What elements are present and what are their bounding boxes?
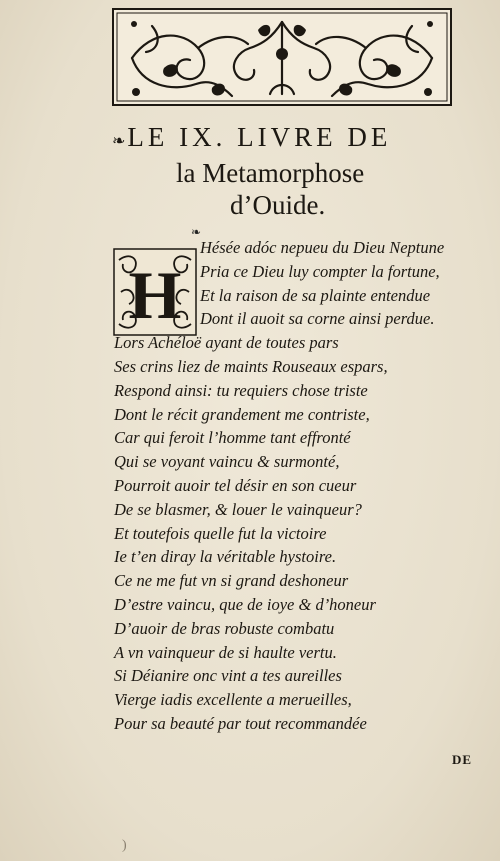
verse-line: Ce ne me fut vn si grand deshoneur bbox=[114, 571, 349, 591]
verse-line: Pria ce Dieu luy compter la fortune, bbox=[200, 261, 440, 281]
fleuron-icon: ❧ bbox=[191, 225, 202, 239]
verse-line: D’estre vaincu, que de ioye & d’honeur bbox=[114, 595, 376, 614]
verse-line: Ie t’en diray la véritable hystoire. bbox=[114, 547, 337, 567]
verse-line: A vn vainqueur de si haulte vertu. bbox=[114, 642, 337, 662]
heading-line-3: d’Ouide. bbox=[230, 190, 326, 220]
verse-line: Car qui feroit l’homme tant effronté bbox=[114, 428, 351, 448]
verse-line: Qui se voyant vaincu & surmonté, bbox=[114, 452, 340, 472]
verse-line: De se blasmer, & louer le vainqueur? bbox=[114, 499, 362, 519]
verse-line: Vierge iadis excellente a merueilles, bbox=[114, 690, 352, 710]
initial-letter: H bbox=[128, 257, 182, 333]
catchword: DE bbox=[452, 752, 473, 767]
heading-book-number: LE IX. LIVRE DE bbox=[127, 122, 392, 152]
verse-line: Ses crins liez de maints Rouseaux espars, bbox=[114, 357, 388, 376]
verse-line: Lors Achéloë ayant de toutes pars bbox=[114, 333, 339, 353]
verse-line: Respond ainsi: tu requiers chose triste bbox=[114, 380, 368, 400]
bottom-mark: ) bbox=[122, 838, 127, 853]
verse-line: Dont il auoit sa corne ainsi perdue. bbox=[200, 309, 435, 329]
heading-line-2: la Metamorphose bbox=[176, 158, 365, 188]
verse-line: Pourroit auoir tel désir en son cueur bbox=[114, 476, 357, 495]
verse-line: D’auoir de bras robuste combatu bbox=[114, 618, 335, 638]
verse-line: Si Déianire onc vint a tes aureilles bbox=[114, 666, 342, 686]
verse-line: Et la raison de sa plainte entendue bbox=[200, 285, 431, 305]
verse-line: Pour sa beauté par tout recommandée bbox=[114, 714, 367, 733]
heading-fleuron-icon: ❧ bbox=[112, 133, 126, 150]
verse-line: Hésée adóc nepueu du Dieu Neptune bbox=[200, 238, 445, 257]
verse-line: Et toutefois quelle fut la victoire bbox=[114, 523, 327, 543]
verse-line: Dont le récit grandement me contriste, bbox=[114, 404, 370, 424]
